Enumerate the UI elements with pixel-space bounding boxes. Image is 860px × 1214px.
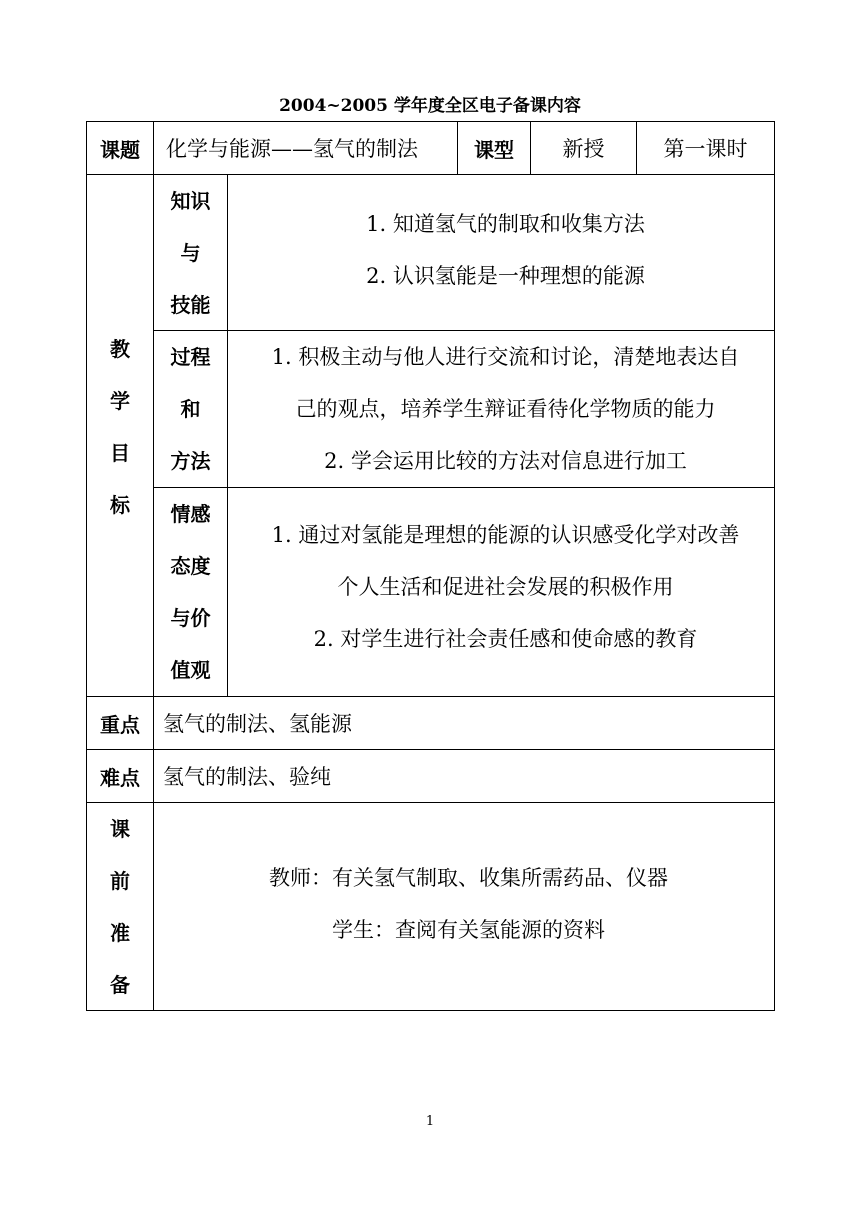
section-name-line: 态度 [170, 554, 211, 578]
knowledge-skills-label-cell [153, 174, 228, 331]
key-point-label-cell [86, 696, 154, 750]
emotion-values-label-cell [153, 487, 228, 697]
preparation-label-cell [86, 802, 154, 1011]
section-name-line: 情感 [170, 502, 211, 526]
objective-line: 1. 知道氢气的制取和收集方法 [366, 211, 645, 236]
difficulty-value: 氢气的制法、验纯 [163, 765, 331, 789]
objectives-label-char: 标 [110, 492, 130, 517]
type-value-cell [530, 121, 637, 175]
section-name-line: 知识 [170, 188, 211, 213]
difficulty-label: 难点 [100, 765, 140, 790]
section-name-line: 过程 [170, 345, 211, 369]
preparation-label-char: 准 [110, 920, 130, 945]
objective-line: 己的观点，培养学生辩证看待化学物质的能力 [295, 397, 716, 421]
preparation-label-char: 课 [110, 816, 130, 841]
emotion-values-content-cell [227, 487, 775, 697]
objectives-label-char: 学 [110, 388, 130, 413]
objective-line: 1. 积极主动与他人进行交流和讨论，清楚地表达自 [271, 345, 740, 369]
objective-line: 个人生活和促进社会发展的积极作用 [337, 575, 674, 599]
difficulty-value-cell [153, 749, 775, 803]
objective-line: 1. 通过对氢能是理想的能源的认识感受化学对改善 [271, 523, 740, 547]
objective-line: 2. 对学生进行社会责任感和使命感的教育 [313, 627, 698, 651]
key-point-value: 氢气的制法、氢能源 [163, 712, 352, 736]
key-point-label: 重点 [100, 712, 140, 737]
section-name-line: 与价 [170, 606, 211, 630]
preparation-label-char: 备 [110, 972, 130, 997]
section-name-line: 和 [180, 397, 201, 421]
section-name-line: 方法 [170, 449, 211, 473]
objective-line: 2. 学会运用比较的方法对信息进行加工 [324, 449, 687, 473]
topic-value: 化学与能源——氢气的制法 [166, 137, 418, 161]
document-title: 2004~2005 学年度全区电子备课内容 [279, 96, 581, 116]
type-label: 课型 [474, 137, 514, 162]
type-label-cell [457, 121, 531, 175]
section-name-line: 值观 [170, 658, 211, 682]
objectives-label-char: 教 [110, 336, 130, 361]
topic-label-cell [86, 121, 154, 175]
objective-line: 2. 认识氢能是一种理想的能源 [366, 263, 645, 288]
difficulty-label-cell [86, 749, 154, 803]
preparation-line: 学生：查阅有关氢能源的资料 [332, 917, 605, 942]
objectives-label-char: 目 [110, 440, 130, 465]
period-value: 第一课时 [663, 137, 748, 161]
section-name-line: 与 [180, 240, 201, 265]
topic-label: 课题 [100, 137, 140, 162]
objectives-label-cell [86, 174, 154, 697]
key-point-value-cell [153, 696, 775, 750]
preparation-label-char: 前 [110, 868, 130, 893]
period-value-cell [636, 121, 775, 175]
knowledge-skills-content-cell [227, 174, 775, 331]
preparation-content-cell [153, 802, 775, 1011]
preparation-line: 教师：有关氢气制取、收集所需药品、仪器 [269, 865, 668, 890]
page-number: 1 [425, 1114, 435, 1129]
type-value: 新授 [562, 137, 605, 161]
process-method-label-cell [153, 330, 228, 488]
topic-value-cell [153, 121, 458, 175]
section-name-line: 技能 [170, 292, 211, 317]
process-method-content-cell [227, 330, 775, 488]
